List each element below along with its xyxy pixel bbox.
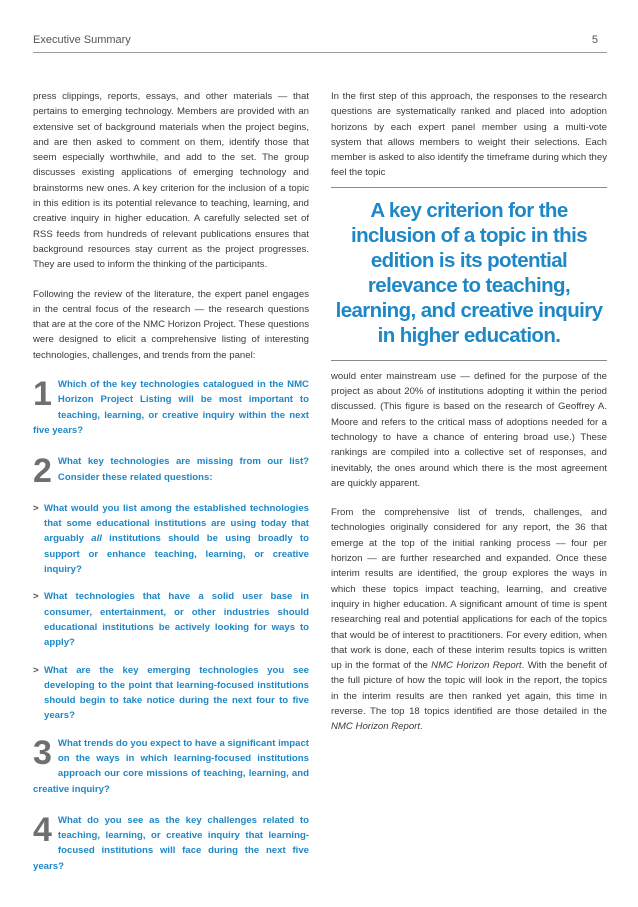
running-header: Executive Summary [33,34,131,46]
page-number: 5 [591,34,598,46]
paragraph: Following the review of the literature, the expert panel engages in the central focus of the research — the research questions that are at the core of the NMC Horizon Project. These questions were designed to elicit a comprehensive listing of interesting technologies, challenges, and trends from the panel: [33,288,309,361]
bullet-marker: > [33,664,39,676]
research-question-3 [33,733,310,797]
bullet-marker: > [33,502,39,514]
question-number: 1 [33,375,52,414]
question-text: What do you see as the key challenges related to teaching, learning, or creative inquiry that learning-focused institutions will face during the next five years? [33,814,309,872]
sub-question: > What are the key emerging technologies you see developing to the point that learning-focused institutions should begin to take notice during the next four to five years? [33,664,309,722]
paragraph: From the comprehensive list of trends, challenges, and technologies originally considered for any report, the 36 that emerge at the top of the initial ranking process — four per horizon — are further researched and expanded. Once these interim results are identified, the group explores the ways in which these topics impact teaching, learning, and creative inquiry in higher education. A significant amount of time is spent researching real and potential applications for each of the topics that would be of interest to practitioners. For every edition, when that work is done, each of these interim results topics is written up in the format of the NMC Horizon Report. With the benefit of the full picture of how the topic will look in the report, the topics in the interim results are then ranked yet again, this time in reverse. The top 18 topics identified are those detailed in the NMC Horizon Report. [331,507,607,733]
question-text: Which of the key technologies catalogued in the NMC Horizon Project Listing will be most important to teaching, learning, or creative inquiry within the next five years? [33,379,309,436]
research-question-1 [33,377,309,438]
sub-question: > What would you list among the established technologies that some educational institutions are using today that arguably all institutions should be using broadly to support or enhance teaching, learning, or creative inquiry? [33,502,309,576]
paragraph: would enter mainstream use — defined for the purpose of the project as about 20% of institutions adopting it within the period discussed. (This figure is based on the research of Geoffrey A. Moore and refers to the critical mass of adoptions needed for a technology to have a chance of entering broad use.) These rankings are compiled into a collective set of responses, and inevitably, the ones around which there is the most agreement are quickly apparent. [331,370,607,489]
right-column [331,89,607,749]
question-number: 2 [33,452,52,491]
sub-question: > What technologies that have a solid user base in consumer, entertainment, or other industries should educational institutions be actively looking for ways to apply? [33,591,309,649]
research-question-2 [33,452,309,491]
paragraph: In the first step of this approach, the responses to the research questions are systematically ranked and placed into adoption horizons by each expert panel member using a multi-vote system that allows members to weight their selections. Each member is asked to also identify the timeframe during which they feel the topic [331,91,607,179]
paragraph: press clippings, reports, essays, and other materials — that pertains to emerging technology. Members are provided with an extensive set of background materials when the project begins, and are then asked to comment on them, identify those that seem especially worthwhile, and add to the set. The group discusses existing applications of emerging technology and brainstorms new ones. A key criterion for the inclusion of a topic in this edition is its potential relevance to teaching, learning, and creative inquiry in higher education. A carefully selected set of RSS feeds from hundreds of relevant publications ensures that background resources stay current as the project progresses. They are used to inform the thinking of the participants. [33,91,309,271]
bullet-marker: > [33,591,39,603]
question-number: 3 [33,733,52,772]
research-question-4 [33,810,309,874]
left-column [33,89,309,890]
pull-quote: A key criterion for the inclusion of a topic in this edition is its potential relevance to teaching, learning, and creative inquiry in higher education. [331,187,607,361]
question-text: What trends do you expect to have a significant impact on the ways in which learning-focused institutions approach our core missions of teaching, learning, and creative inquiry? [33,737,310,795]
header-rule [33,52,607,53]
question-number: 4 [33,810,52,849]
question-text: What key technologies are missing from our list? Consider these related questions: [57,456,309,483]
